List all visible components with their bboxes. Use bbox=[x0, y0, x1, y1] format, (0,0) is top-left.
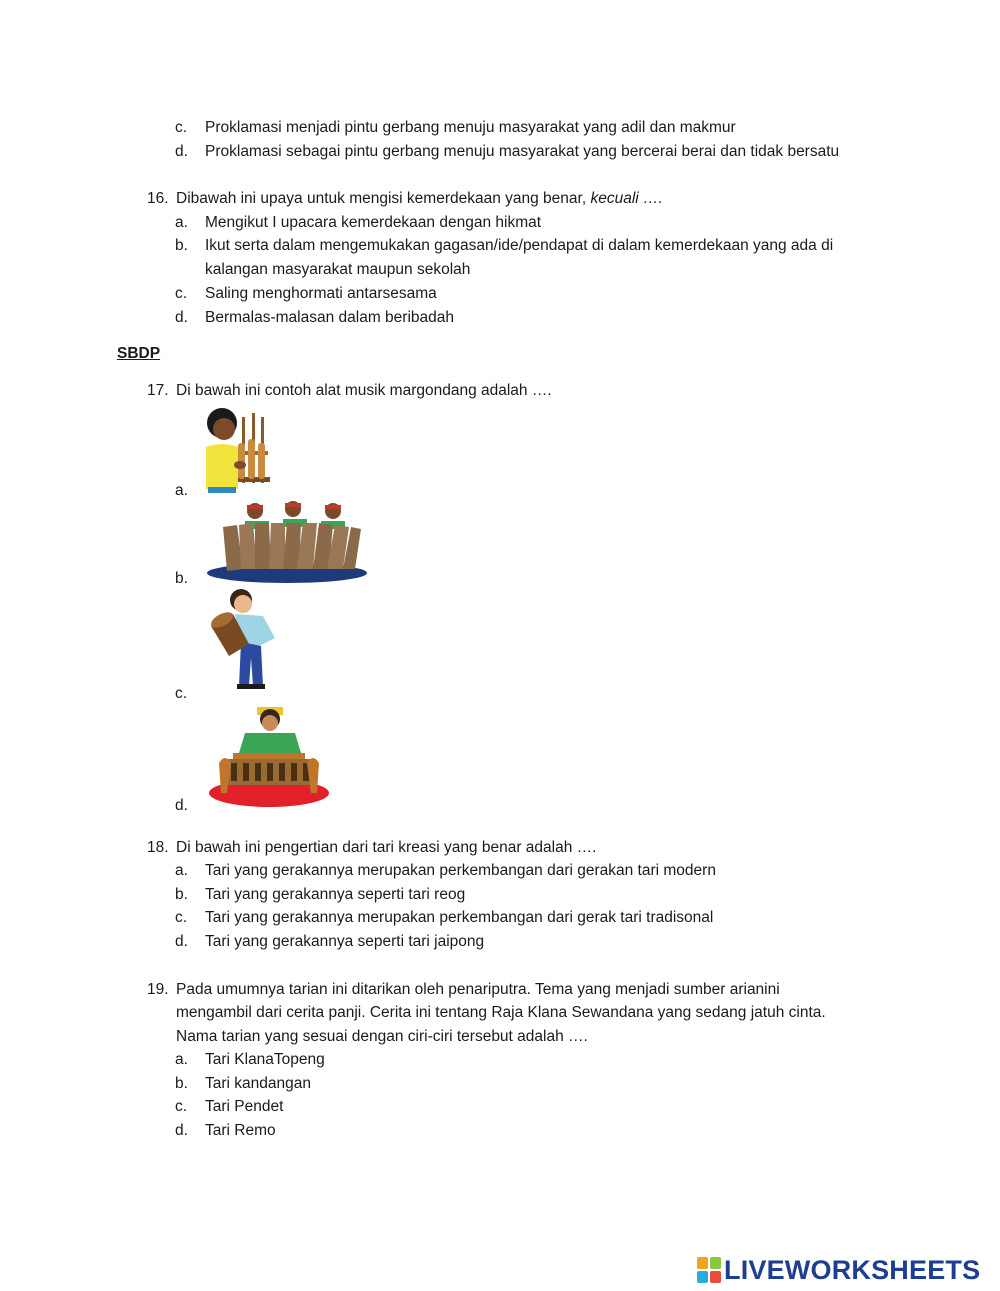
q19-option-b[interactable]: Tari kandangan bbox=[205, 1075, 311, 1092]
q18-option-a-letter: a. bbox=[175, 862, 188, 879]
q17-option-d-letter: d. bbox=[175, 797, 188, 814]
q19-option-c-letter: c. bbox=[175, 1098, 188, 1115]
q19-option-c[interactable]: Tari Pendet bbox=[205, 1098, 284, 1115]
q19-question-line-3: Nama tarian yang sesuai dengan ciri-ciri tersebut adalah …. bbox=[176, 1028, 588, 1045]
q17-number: 17. bbox=[147, 382, 169, 399]
gamelan-player-image[interactable] bbox=[205, 703, 333, 809]
q16-option-c[interactable]: Saling menghormati antarsesama bbox=[205, 285, 437, 302]
q15-option-c-letter: c. bbox=[175, 119, 188, 136]
q16-option-b-continued[interactable]: kalangan masyarakat maupun sekolah bbox=[205, 261, 471, 278]
q16-option-d-letter: d. bbox=[175, 309, 188, 326]
q17-option-a-letter: a. bbox=[175, 482, 188, 499]
q17-question: Di bawah ini contoh alat musik margondang adalah …. bbox=[176, 382, 552, 399]
q16-option-a[interactable]: Mengikut I upacara kemerdekaan dengan hikmat bbox=[205, 214, 542, 231]
q16-option-b[interactable]: Ikut serta dalam mengemukakan gagasan/ide/pendapat di dalam kemerdekaan yang ada di bbox=[205, 237, 834, 254]
brand-name: LIVEWORKSHEETS bbox=[724, 1255, 981, 1285]
q19-option-a[interactable]: Tari KlanaTopeng bbox=[205, 1051, 325, 1068]
q18-question: Di bawah ini pengertian dari tari kreasi yang benar adalah …. bbox=[176, 839, 597, 856]
q18-option-c-letter: c. bbox=[175, 909, 188, 926]
q16-option-c-letter: c. bbox=[175, 285, 188, 302]
q15-option-d[interactable]: Proklamasi sebagai pintu gerbang menuju masyarakat yang bercerai berai dan tidak bersatu bbox=[205, 143, 840, 160]
q18-option-b[interactable]: Tari yang gerakannya seperti tari reog bbox=[205, 886, 466, 903]
liveworksheets-logo[interactable] bbox=[697, 1256, 980, 1284]
logo-block-red bbox=[710, 1271, 721, 1283]
q17-option-b-letter: b. bbox=[175, 570, 188, 587]
q19-question-line-1: Pada umumnya tarian ini ditarikan oleh penariputra. Tema yang menjadi sumber arianini bbox=[176, 981, 780, 998]
q17-option-c-letter: c. bbox=[175, 685, 188, 702]
q19-option-a-letter: a. bbox=[175, 1051, 188, 1068]
q16-question bbox=[176, 189, 663, 209]
logo-block-blue bbox=[697, 1271, 708, 1283]
q18-option-d-letter: d. bbox=[175, 933, 188, 950]
logo-blocks-icon bbox=[697, 1257, 721, 1283]
q16-question-italic: kecuali …. bbox=[590, 190, 663, 207]
drum-row-players-image[interactable] bbox=[205, 497, 370, 585]
q19-number: 19. bbox=[147, 981, 169, 998]
logo-block-orange bbox=[697, 1257, 708, 1269]
q15-option-c[interactable]: Proklamasi menjadi pintu gerbang menuju masyarakat yang adil dan makmur bbox=[205, 119, 736, 136]
q16-number: 16. bbox=[147, 190, 169, 207]
q18-option-d[interactable]: Tari yang gerakannya seperti tari jaipong bbox=[205, 933, 485, 950]
q16-option-d[interactable]: Bermalas-malasan dalam beribadah bbox=[205, 309, 454, 326]
q19-question-line-2: mengambil dari cerita panji. Cerita ini tentang Raja Klana Sewandana yang sedang jatuh cinta. bbox=[176, 1004, 826, 1021]
logo-block-green bbox=[710, 1257, 721, 1269]
q19-option-d[interactable]: Tari Remo bbox=[205, 1122, 276, 1139]
q19-option-b-letter: b. bbox=[175, 1075, 188, 1092]
long-drum-player-image[interactable] bbox=[205, 586, 281, 698]
q16-option-a-letter: a. bbox=[175, 214, 188, 231]
section-heading-sbdp: SBDP bbox=[117, 345, 161, 362]
q16-option-b-letter: b. bbox=[175, 237, 188, 254]
angklung-player-image[interactable] bbox=[198, 403, 274, 495]
q18-option-b-letter: b. bbox=[175, 886, 188, 903]
q18-number: 18. bbox=[147, 839, 169, 856]
q19-option-d-letter: d. bbox=[175, 1122, 188, 1139]
q15-option-d-letter: d. bbox=[175, 143, 188, 160]
q18-option-a[interactable]: Tari yang gerakannya merupakan perkembangan dari gerakan tari modern bbox=[205, 862, 716, 879]
q16-question-text: Dibawah ini upaya untuk mengisi kemerdekaan yang benar, bbox=[176, 190, 587, 207]
q18-option-c[interactable]: Tari yang gerakannya merupakan perkembangan dari gerak tari tradisonal bbox=[205, 909, 714, 926]
